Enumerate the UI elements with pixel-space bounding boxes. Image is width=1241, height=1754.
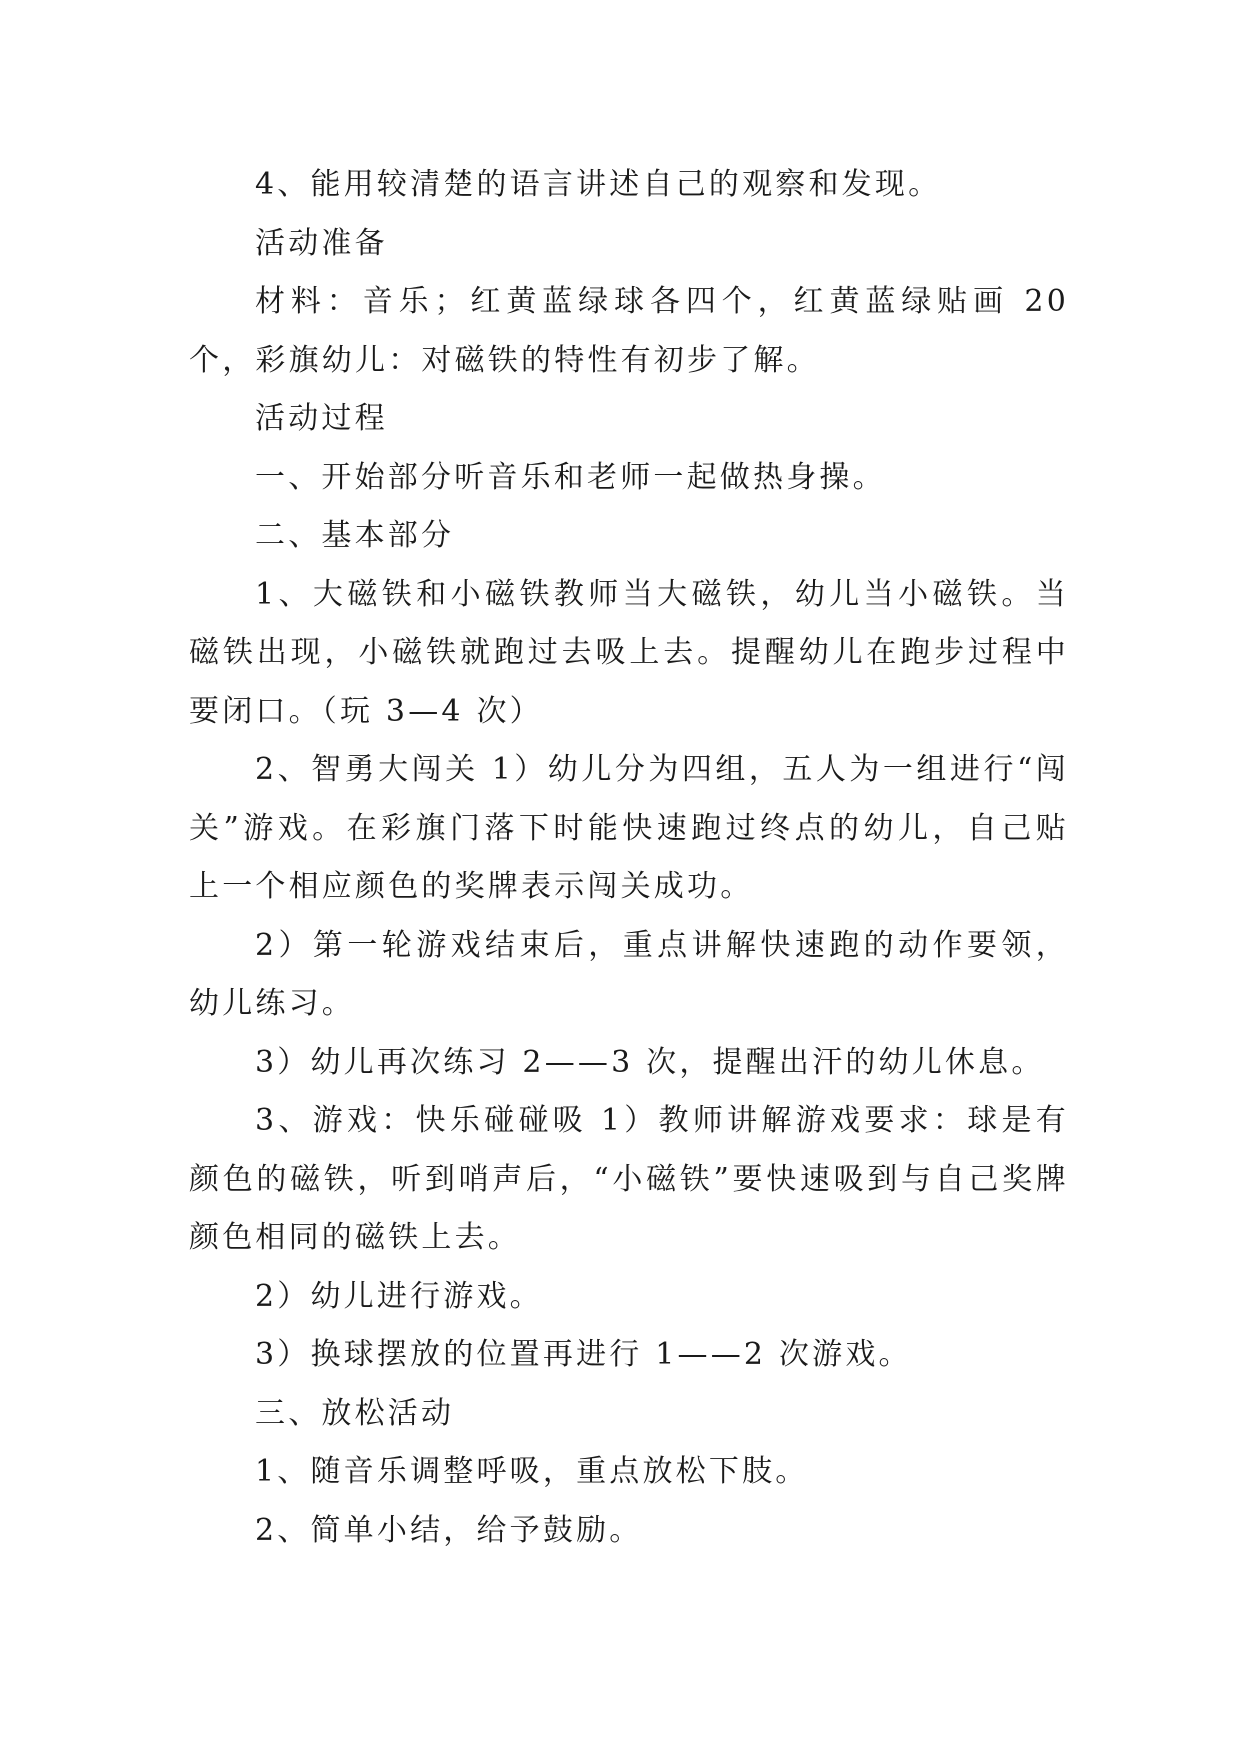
- paragraph-relax-1: 1、随音乐调整呼吸，重点放松下肢。: [255, 1454, 809, 1489]
- paragraph-part-one: 一、开始部分听音乐和老师一起做热身操。: [255, 459, 886, 495]
- heading-part-two: 二、基本部分: [255, 518, 455, 553]
- heading-activity-preparation: 活动准备: [255, 225, 388, 261]
- document-body: [189, 156, 1069, 1560]
- paragraph-step-2: 2、智勇大闯关 1）幼儿分为四组，五人为一组进行“闯关”游戏。在彩旗门落下时能快速跑过终点的幼儿，自己贴上一个相应颜色的奖牌表示闯关成功。: [189, 752, 1069, 904]
- heading-part-three: 三、放松活动: [255, 1395, 455, 1431]
- paragraph-step-3-sub-3: 3）换球摆放的位置再进行 1——2 次游戏。: [255, 1337, 912, 1372]
- paragraph-step-3: 3、游戏：快乐碰碰吸 1）教师讲解游戏要求：球是有颜色的磁铁，听到哨声后，“小磁铁”要快速吸到与自己奖牌颜色相同的磁铁上去。: [189, 1103, 1069, 1255]
- paragraph-materials: 材料：音乐；红黄蓝绿球各四个，红黄蓝绿贴画 20 个，彩旗幼儿：对磁铁的特性有初步了解。: [189, 284, 1069, 378]
- paragraph-objective-4: 4、能用较清楚的语言讲述自己的观察和发现。: [255, 167, 942, 202]
- paragraph-relax-2: 2、简单小结，给予鼓励。: [255, 1512, 643, 1548]
- paragraph-step-1: 1、大磁铁和小磁铁教师当大磁铁，幼儿当小磁铁。当磁铁出现，小磁铁就跑过去吸上去。提醒幼儿在跑步过程中要闭口。（玩 3—4 次）: [189, 576, 1069, 729]
- paragraph-step-2-sub-2: 2）第一轮游戏结束后，重点讲解快速跑的动作要领，幼儿练习。: [189, 927, 1069, 1021]
- paragraph-step-3-sub-2: 2）幼儿进行游戏。: [255, 1278, 543, 1314]
- paragraph-step-2-sub-3: 3）幼儿再次练习 2——3 次，提醒出汗的幼儿休息。: [255, 1044, 1045, 1080]
- heading-activity-process: 活动过程: [255, 401, 388, 436]
